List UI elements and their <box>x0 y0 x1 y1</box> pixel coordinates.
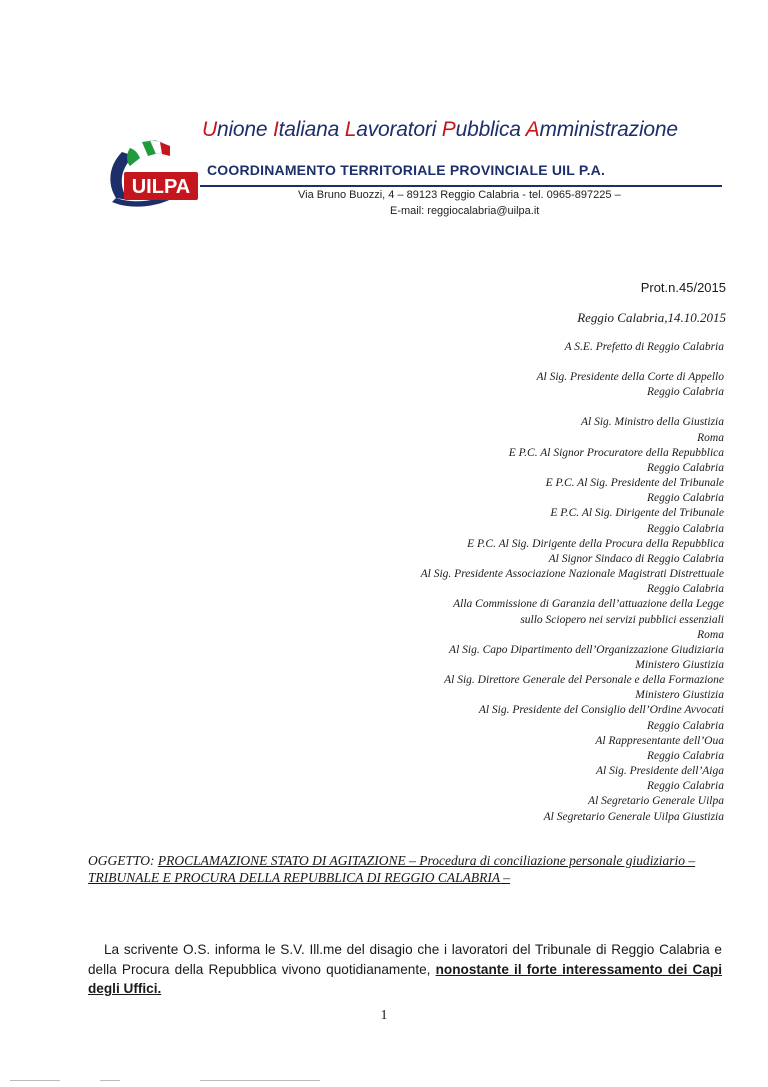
recipient-line: E P.C. Al Sig. Presidente del Tribunale <box>545 477 724 490</box>
recipient-line: Roma <box>697 431 724 444</box>
recipient-line: Reggio Calabria <box>647 780 724 793</box>
page-number: 1 <box>380 1008 388 1023</box>
recipient-line: E P.C. Al Sig. Dirigente del Tribunale <box>550 507 724 520</box>
title-word: avoratori <box>356 118 442 141</box>
title-word: ubblica <box>455 118 526 141</box>
protocol-number: Prot.n.45/2015 <box>640 280 726 295</box>
title-word: taliana <box>278 118 345 141</box>
title-initial: P <box>441 118 456 141</box>
recipient-line: Al Sig. Presidente della Corte di Appello <box>536 371 724 384</box>
recipient-line: Al Sig. Presidente Associazione Nazionale Magistrati Distrettuale <box>420 568 724 581</box>
title-initial: A <box>525 118 540 141</box>
recipient-line: Reggio Calabria <box>647 461 724 474</box>
recipient-line: Al Rappresentante dell’Oua <box>595 734 724 747</box>
recipient-line: Al Sig. Direttore Generale del Personale e della Formazione <box>444 674 724 687</box>
recipient-line: Al Segretario Generale Uilpa <box>588 795 724 808</box>
scan-artifact <box>200 1080 320 1081</box>
uilpa-logo-graphic <box>100 138 200 210</box>
subject-label: OGGETTO: <box>88 853 155 868</box>
recipient-line: Ministero Giustizia <box>635 689 724 702</box>
body-text: La scrivente O.S. informa le S.V. Ill.me del disagio che i lavoratori del Tribunale di Reggio Calabria e della Procura della Repubblica vivono quotidianamente, <box>88 942 722 977</box>
header-divider <box>200 185 722 187</box>
recipient-line: Alla Commissione di Garanzia dell’attuazione della Legge <box>453 598 724 611</box>
organization-address: Via Bruno Buozzi, 4 – 89123 Reggio Calabria - tel. 0965-897225 – <box>298 189 621 201</box>
recipient-line: Al Segretario Generale Uilpa Giustizia <box>543 810 724 823</box>
recipient-line: Reggio Calabria <box>647 492 724 505</box>
title-initial: U <box>202 118 217 141</box>
recipient-line: sullo Sciopero nei servizi pubblici essenziali <box>520 613 724 626</box>
recipient-line: A S.E. Prefetto di Reggio Calabria <box>564 341 724 353</box>
recipient-line: Reggio Calabria <box>647 583 724 596</box>
recipient-line: Reggio Calabria <box>647 386 724 399</box>
recipient-line: Al Sig. Ministro della Giustizia <box>580 416 724 429</box>
body-paragraph <box>88 940 722 999</box>
body-emphasis: nonostante il forte interessamento dei Capi degli Uffici. <box>88 961 723 996</box>
title-word: mministrazione <box>539 118 678 141</box>
recipient-spacer <box>224 355 724 370</box>
recipient-line: Roma <box>697 628 724 641</box>
organization-subtitle: COORDINAMENTO TERRITORIALE PROVINCIALE UIL P.A. <box>207 162 606 178</box>
recipient-line: Reggio Calabria <box>647 719 724 732</box>
title-initial: L <box>344 118 357 141</box>
title-initial: I <box>273 118 279 141</box>
recipient-line: Reggio Calabria <box>647 522 724 535</box>
scan-artifact <box>100 1080 120 1081</box>
recipient-line: E P.C. Al Signor Procuratore della Repubblica <box>508 446 724 459</box>
recipient-line: Al Sig. Capo Dipartimento dell’Organizzazione Giudiziaria <box>449 643 724 656</box>
recipient-line: Reggio Calabria <box>647 749 724 762</box>
uilpa-logo <box>100 138 200 210</box>
recipient-list <box>224 340 724 825</box>
date-line: Reggio Calabria,14.10.2015 <box>577 310 726 325</box>
logo-text: UILPA <box>131 176 191 198</box>
scan-artifact <box>10 1080 60 1081</box>
title-word: nione <box>216 118 273 141</box>
subject <box>88 852 720 886</box>
organization-title <box>202 118 678 142</box>
recipient-line: Al Signor Sindaco di Reggio Calabria <box>548 552 724 565</box>
subject-text: PROCLAMAZIONE STATO DI AGITAZIONE – Procedura di conciliazione personale giudiziario – TRIBUNALE E PROCURA DELLA REPUBBLICA DI REGGIO CALABRIA – <box>88 853 696 885</box>
recipient-line: Al Sig. Presidente dell’Aiga <box>596 765 724 778</box>
recipient-line: Al Sig. Presidente del Consiglio dell’Ordine Avvocati <box>478 704 724 717</box>
recipient-line: E P.C. Al Sig. Dirigente della Procura della Repubblica <box>467 537 724 550</box>
organization-email: E-mail: reggiocalabria@uilpa.it <box>390 205 540 217</box>
recipient-line: Ministero Giustizia <box>635 658 724 671</box>
recipient-spacer <box>224 400 724 415</box>
